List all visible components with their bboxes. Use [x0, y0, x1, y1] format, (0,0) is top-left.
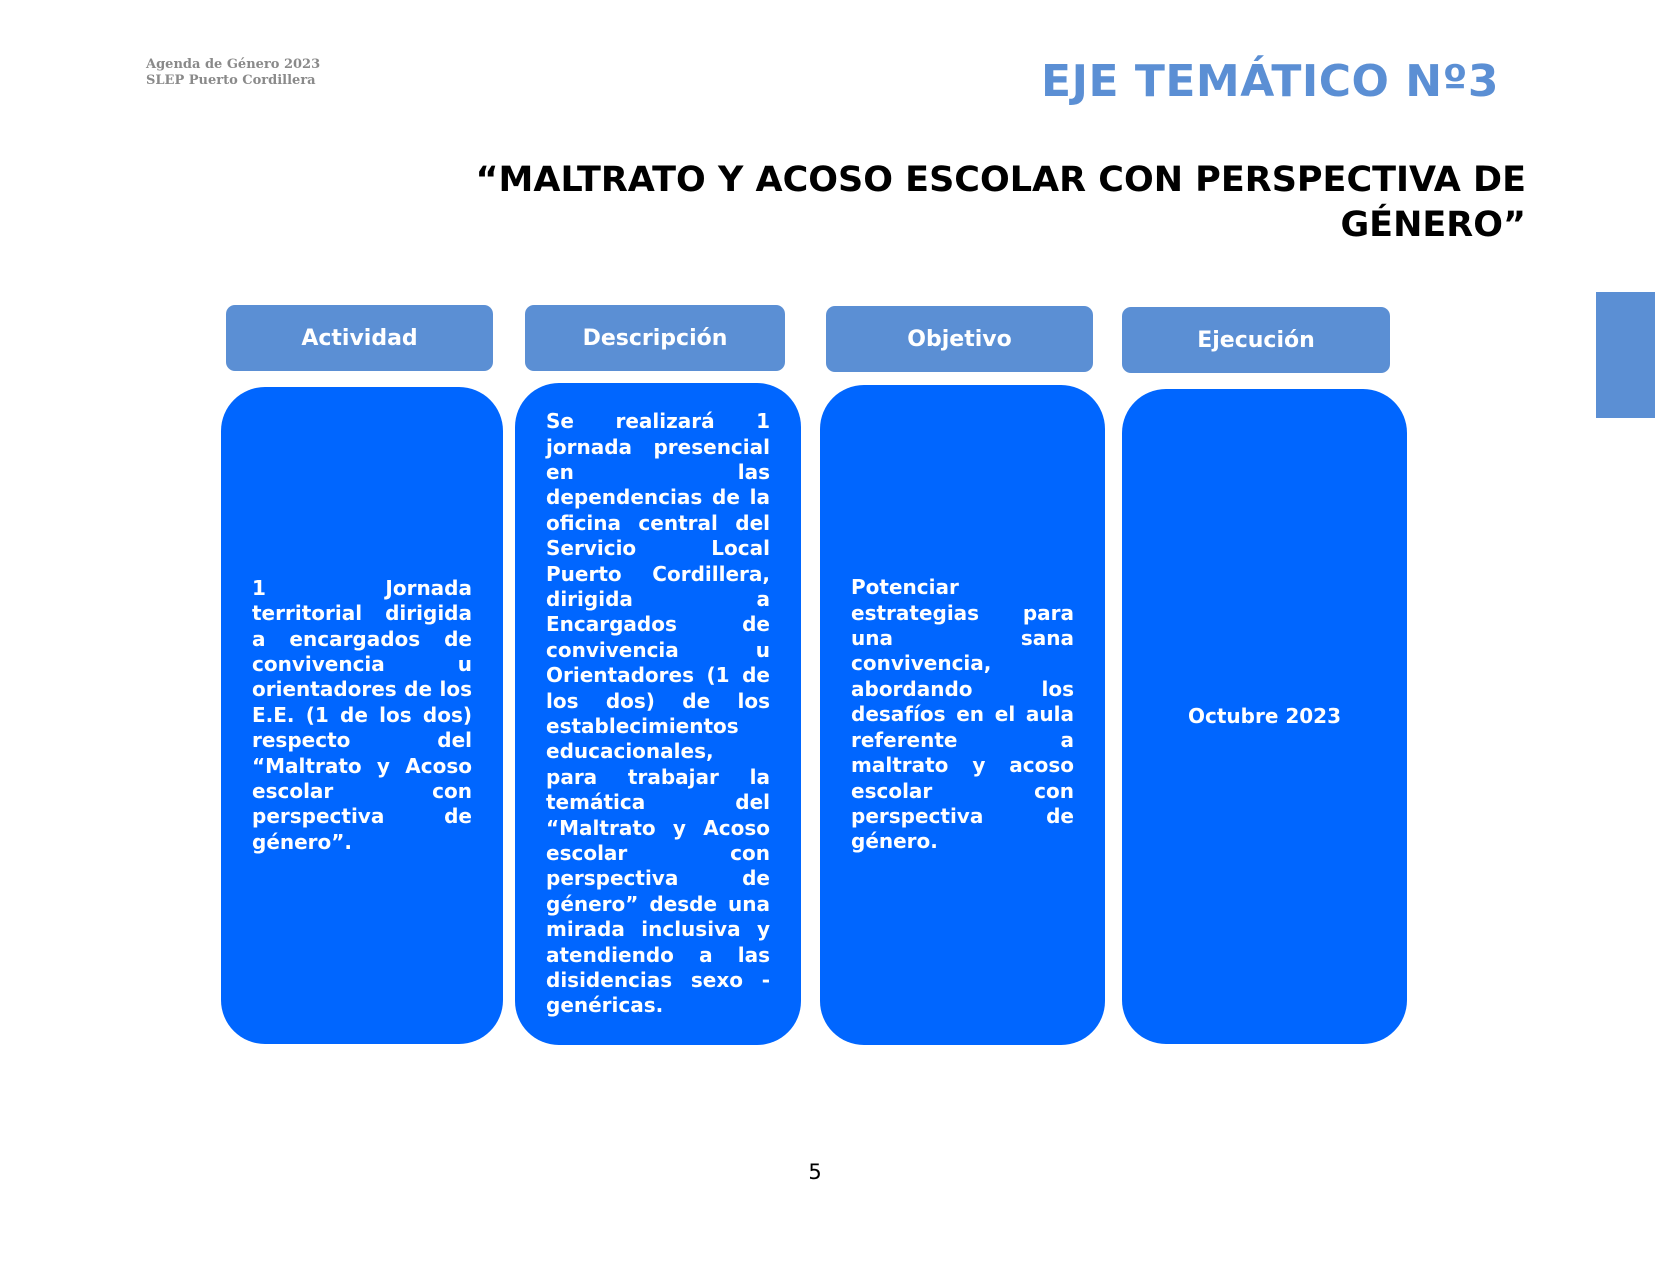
subtitle-line-2: GÉNERO” — [1340, 205, 1526, 245]
page-subtitle — [426, 158, 1526, 248]
agenda-label: Agenda de Género 2023 — [146, 57, 321, 72]
card-descripcion-text: Se realizará 1 jornada presencial en las dependencias de la oficina central del Servicio Local Puerto Cordillera, dirigida a Encargados de convivencia u Orientadores (1 de los dos) de los establecimientos educacionales, para trabajar la temática del “Maltrato y Acoso escolar con perspectiva de género” desde una mirada inclusiva y atendiendo a las disidencias sexo - genéricas. — [546, 409, 770, 1018]
subtitle-line-1: “MALTRATO Y ACOSO ESCOLAR CON PERSPECTIVA DE — [475, 160, 1526, 200]
column-header-ejecucion: Ejecución — [1122, 307, 1390, 373]
theme-title: EJE TEMÁTICO Nº3 — [1041, 56, 1499, 107]
card-ejecucion — [1122, 389, 1407, 1044]
column-header-descripcion: Descripción — [525, 305, 785, 371]
card-objetivo-text: Potenciar estrategias para una sana convivencia, abordando los desafíos en el aula referente a maltrato y acoso escolar con perspectiva de género. — [851, 575, 1074, 854]
card-actividad — [221, 387, 503, 1044]
card-objetivo — [820, 385, 1105, 1045]
card-ejecucion-text: Octubre 2023 — [1187, 703, 1342, 728]
document-header-meta — [146, 57, 320, 89]
column-header-objetivo: Objetivo — [826, 306, 1093, 372]
card-actividad-text: 1 Jornada territorial dirigida a encargados de convivencia u orientadores de los E.E. (1 de los dos) respecto del “Maltrato y Acoso escolar con perspectiva de género”. — [252, 575, 472, 854]
column-header-actividad: Actividad — [226, 305, 493, 371]
card-descripcion — [515, 383, 801, 1045]
page-number: 5 — [808, 1160, 822, 1184]
side-tab-decoration — [1596, 292, 1655, 418]
org-label: SLEP Puerto Cordillera — [146, 73, 316, 88]
